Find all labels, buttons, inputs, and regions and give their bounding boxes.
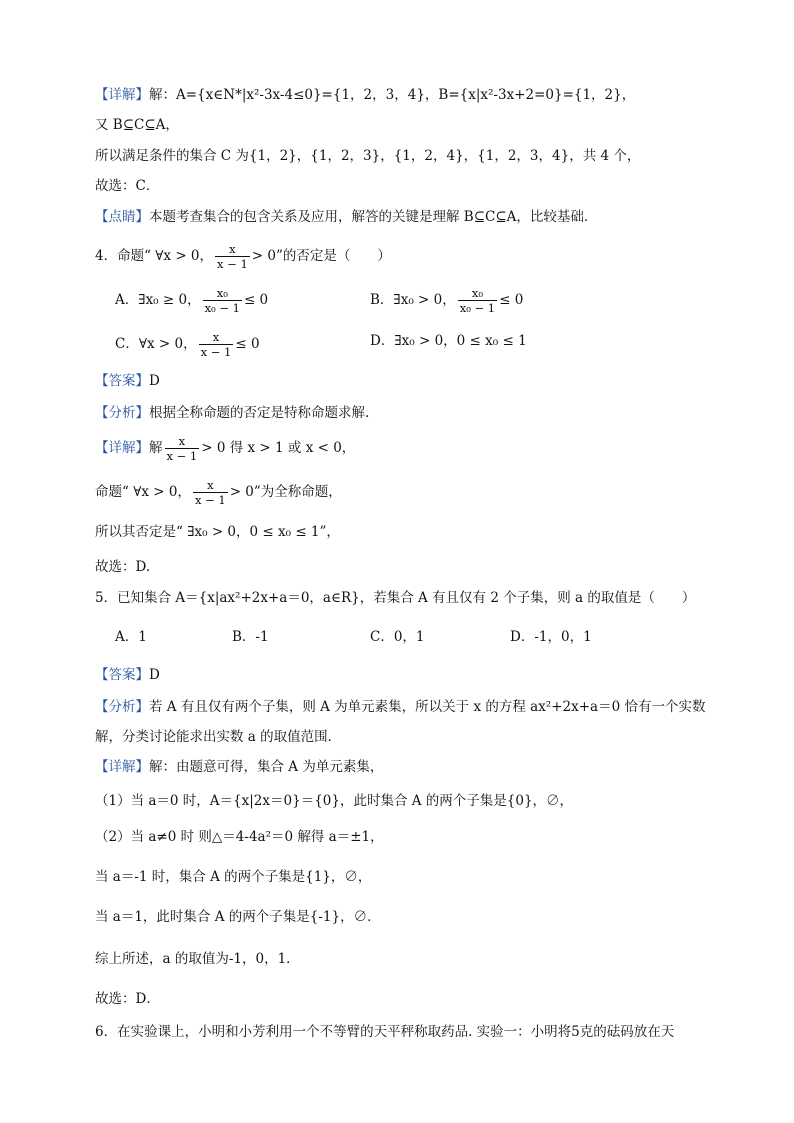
q3-detail (95, 84, 635, 106)
fraction-numerator: x (212, 330, 220, 344)
q3-line3: 所以满足条件的集合 C 为{1，2}，{1，2，3}，{1，2，4}，{1，2，3，4}，共 4 个， (95, 148, 641, 164)
analysis-tag: 【分析】 (95, 699, 149, 715)
q3-line2: 又 B⊆C⊆A， (95, 117, 179, 133)
q5-detail-l1 (95, 756, 383, 778)
option-c-fraction (199, 330, 234, 359)
q4-line-c: 所以其否定是“ ∃x₀ > 0，0 ≤ x₀ ≤ 1”， (95, 524, 340, 540)
q3-detail-text: 解：A={x∈N*|x²-3x-4≤0}={1，2，3，4}，B={x|x²-3x+2=0}={1，2}， (149, 87, 636, 103)
analysis-text: 若 A 有且仅有两个子集，则 A 为单元素集，所以关于 x 的方程 ax²+2x+a＝0 恰有一个实数 (149, 699, 706, 715)
option-a-post: ≤ 0 (243, 292, 269, 308)
option-label: C． (115, 336, 139, 352)
q6-stem: 6．在实验课上，小明和小芳利用一个不等臂的天平秤称取药品. 实验一：小明将5克的砝码放在天 (95, 1024, 675, 1040)
option-d-text: ∃x₀ > 0，0 ≤ x₀ ≤ 1 (394, 333, 527, 349)
option-b-post: ≤ 0 (499, 292, 524, 308)
fraction-numerator: x (207, 478, 214, 492)
fraction-numerator: x (178, 434, 186, 448)
q5-option-d: D．-1，0，1 (510, 629, 592, 645)
analysis-text: 根据全称命题的否定是特称命题求解. (149, 405, 370, 421)
q3-line4: 故选：C． (95, 178, 160, 194)
option-label: D． (370, 333, 395, 349)
q4-analysis (95, 402, 369, 424)
option-b-pre: ∃x₀ > 0， (393, 292, 456, 308)
q4-detail (95, 434, 355, 463)
q4-detail-post: > 0 得 x > 1 或 x < 0， (201, 440, 356, 456)
q5-detail-l6: 综上所述，a 的取值为-1，0，1． (95, 951, 300, 967)
q4-stem-fraction (215, 242, 250, 271)
q3-comment (95, 206, 597, 228)
q5-option-a: A．1 (115, 629, 147, 645)
q4-line-b-fraction (193, 478, 228, 507)
q5-option-b: B．-1 (232, 629, 269, 645)
q5-answer (95, 664, 160, 686)
fraction-denominator: x − 1 (217, 257, 248, 271)
q5-detail-l4: 当 a＝-1 时，集合 A 的两个子集是{1}，∅， (95, 869, 372, 885)
option-a-fraction (203, 286, 242, 315)
option-c-pre: ∀x > 0， (138, 336, 197, 352)
q4-answer (95, 370, 160, 392)
fraction-numerator: x₀ (216, 286, 228, 300)
q4-line-b (95, 478, 342, 507)
q4-detail-pre: 解 (149, 440, 163, 456)
q4-option-b (370, 286, 523, 315)
detail-tag: 【详解】 (95, 759, 149, 775)
fraction-denominator: x − 1 (166, 449, 198, 463)
answer-value: D (149, 667, 160, 683)
fraction-denominator: x₀ − 1 (204, 301, 240, 315)
q4-option-d (370, 330, 527, 352)
q4-line-b-pre: 命题“ ∀x > 0， (95, 484, 191, 500)
answer-value: D (149, 373, 160, 389)
comment-tag: 【点睛】 (95, 209, 149, 225)
option-a-pre: ∃x₀ ≥ 0， (138, 292, 201, 308)
q5-stem: 5．已知集合 A＝{x|ax²+2x+a＝0，a∈R}，若集合 A 有且仅有 2 个子集，则 a 的取值是（ ） (95, 590, 696, 606)
option-label: B． (370, 292, 394, 308)
q4-line-b-post: > 0”为全称命题， (229, 484, 342, 500)
q5-analysis-l1 (95, 696, 705, 718)
fraction-numerator: x₀ (471, 286, 483, 300)
q4-line-d: 故选：D. (95, 559, 151, 575)
q5-option-c: C．0，1 (370, 629, 425, 645)
q5-analysis-l2: 解，分类讨论能求出实数 a 的取值范围． (95, 729, 342, 745)
fraction-denominator: x − 1 (194, 493, 226, 507)
q5-detail-l2: （1）当 a＝0 时，A＝{x|2x＝0}＝{0}，此时集合 A 的两个子集是{0}，∅， (95, 793, 574, 809)
fraction-denominator: x − 1 (200, 345, 232, 359)
q4-option-c (115, 330, 260, 359)
q4-stem-pre: 4．命题“ ∀x > 0， (95, 248, 214, 264)
fraction-denominator: x₀ − 1 (459, 301, 496, 315)
fraction-numerator: x (229, 242, 236, 256)
detail-text: 解：由题意可得，集合 A 为单元素集， (149, 759, 384, 775)
option-c-post: ≤ 0 (235, 336, 260, 352)
detail-tag: 【详解】 (95, 87, 149, 103)
analysis-tag: 【分析】 (95, 405, 149, 421)
answer-tag: 【答案】 (95, 373, 149, 389)
q3-comment-text: 本题考查集合的包含关系及应用，解答的关键是理解 B⊆C⊆A，比较基础． (149, 209, 598, 225)
q4-stem (95, 242, 391, 271)
q5-detail-l3: （2）当 a≠0 时 则△＝4-4a²＝0 解得 a＝±1， (95, 829, 384, 845)
q5-detail-l5: 当 a＝1，此时集合 A 的两个子集是{-1}，∅． (95, 909, 381, 925)
option-label: A． (115, 292, 139, 308)
answer-tag: 【答案】 (95, 667, 149, 683)
q4-option-a (115, 286, 268, 315)
option-b-fraction (458, 286, 497, 315)
q4-stem-post: > 0”的否定是（ ） (251, 248, 391, 264)
q4-detail-fraction (165, 434, 200, 463)
q5-detail-l7: 故选：D． (95, 991, 160, 1007)
detail-tag: 【详解】 (95, 440, 149, 456)
